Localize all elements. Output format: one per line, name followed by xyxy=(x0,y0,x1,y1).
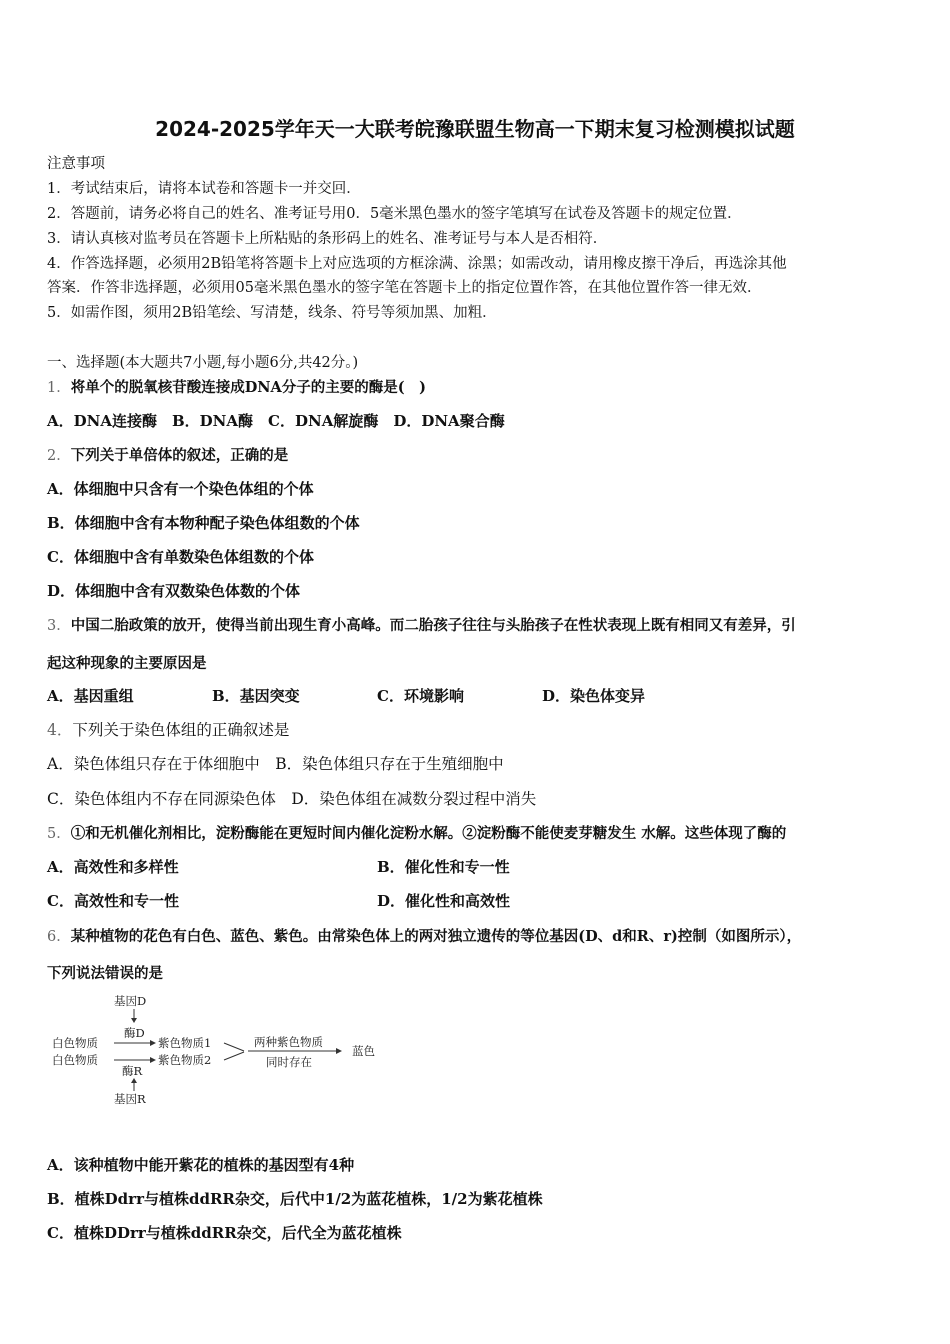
q3-option-c: C．环境影响 xyxy=(377,687,464,705)
blue-label: 蓝色 xyxy=(352,1044,375,1058)
notice-item: 1．考试结束后，请将本试卷和答题卡一并交回． xyxy=(47,181,361,197)
q5-option-b: B．催化性和专一性 xyxy=(377,858,510,876)
question-text: 某种植物的花色有白色、蓝色、紫色。由常染色体上的两对独立遗传的等位基因(D、d和R、r)控制（如图所示）， xyxy=(70,928,802,945)
question-5 xyxy=(47,822,786,843)
q6-option-b: B．植株Ddrr与植株ddRR杂交，后代中1/2为蓝花植株，1/2为紫花植株 xyxy=(47,1190,543,1208)
q1-options: A．DNA连接酶 B．DNA酶 C．DNA解旋酶 D．DNA聚合酶 xyxy=(47,412,505,430)
q6-option-c: C．植株DDrr与植株ddRR杂交，后代全为蓝花植株 xyxy=(47,1224,402,1242)
gene-r-label: 基因R xyxy=(114,1092,146,1106)
enzyme-r-label: 酶R xyxy=(122,1064,143,1078)
gene-d-label: 基因D xyxy=(114,994,147,1008)
question-6-cont: 下列说法错误的是 xyxy=(47,965,163,982)
q2-option-b: B．体细胞中含有本物种配子染色体组数的个体 xyxy=(47,514,360,532)
q2-option-c: C．体细胞中含有单数染色体组数的个体 xyxy=(47,548,314,566)
q5-option-d: D．催化性和高效性 xyxy=(377,892,511,910)
section-heading: 一、选择题(本大题共7小题,每小题6分,共42分。) xyxy=(47,355,359,371)
both-purple-label: 两种紫色物质 xyxy=(254,1035,323,1049)
question-number: 5． xyxy=(47,826,71,842)
notice-item: 5．如需作图，须用2B铅笔绘、写清楚，线条、符号等须加黑、加粗． xyxy=(47,305,497,321)
purple-substance-1: 紫色物质1 xyxy=(158,1036,212,1050)
question-text: ①和无机催化剂相比，淀粉酶能在更短时间内催化淀粉水解。②淀粉酶不能使麦芽糖发生 水解。这些体现了酶的 xyxy=(70,825,787,842)
notice-item: 答案．作答非选择题，必须用05毫米黑色墨水的签字笔在答题卡上的指定位置作答，在其他位置作答一律无效． xyxy=(47,280,762,296)
white-substance-2: 白色物质 xyxy=(52,1053,98,1067)
question-number: 6． xyxy=(47,929,71,945)
arrow-head xyxy=(150,1057,156,1063)
white-substance-1: 白色物质 xyxy=(52,1036,98,1050)
notice-heading: 注意事项 xyxy=(47,156,105,172)
q3-option-b: B．基因突变 xyxy=(212,687,300,705)
arrow-head xyxy=(150,1040,156,1046)
question-text: 中国二胎政策的放开，使得当前出现生育小高峰。而二胎孩子往往与头胎孩子在性状表现上既有相同又有差异，引 xyxy=(70,617,796,634)
purple-substance-2: 紫色物质2 xyxy=(158,1053,212,1067)
brace-line xyxy=(224,1043,244,1051)
notice-item: 2．答题前，请务必将自己的姓名、准考证号用0．5毫米黑色墨水的签字笔填写在试卷及答题卡的规定位置． xyxy=(47,206,742,222)
arrow-head xyxy=(131,1078,137,1083)
pathway-diagram xyxy=(48,992,388,1108)
notice-item: 4．作答选择题，必须用2B铅笔将答题卡上对应选项的方框涂满、涂黑；如需改动，请用橡皮擦干净后，再选涂其他 xyxy=(47,256,787,272)
q2-option-a: A．体细胞中只含有一个染色体组的个体 xyxy=(47,480,314,498)
brace-line xyxy=(224,1052,244,1060)
question-2 xyxy=(47,444,288,465)
q5-option-c: C．高效性和专一性 xyxy=(47,892,179,910)
question-text: 下列关于单倍体的叙述，正确的是 xyxy=(70,447,289,464)
question-number: 3． xyxy=(47,618,71,634)
q6-option-a: A．该种植物中能开紫花的植株的基因型有4种 xyxy=(47,1156,355,1174)
question-text: 将单个的脱氧核苷酸连接成DNA分子的主要的酶是( ) xyxy=(70,379,427,396)
question-number: 2． xyxy=(47,448,71,464)
question-4 xyxy=(47,718,289,740)
page-title: 2024-2025学年天一大联考皖豫联盟生物高一下期末复习检测模拟试题 xyxy=(155,117,795,141)
enzyme-d-label: 酶D xyxy=(124,1026,145,1040)
q3-option-a: A．基因重组 xyxy=(47,687,134,705)
q2-option-d: D．体细胞中含有双数染色体数的个体 xyxy=(47,582,301,600)
arrow-head xyxy=(336,1048,342,1054)
coexist-label: 同时存在 xyxy=(266,1055,312,1069)
q4-options-cd: C．染色体组内不存在同源染色体 D．染色体组在减数分裂过程中消失 xyxy=(47,790,537,808)
question-number: 4． xyxy=(47,721,73,739)
q5-option-a: A．高效性和多样性 xyxy=(47,858,179,876)
question-text: 下列关于染色体组的正确叙述是 xyxy=(72,721,290,739)
notice-item: 3．请认真核对监考员在答题卡上所粘贴的条形码上的姓名、准考证号与本人是否相符． xyxy=(47,231,608,247)
question-3-cont: 起这种现象的主要原因是 xyxy=(47,655,207,672)
question-6 xyxy=(47,925,801,946)
question-1 xyxy=(47,376,426,397)
arrow-head xyxy=(131,1018,137,1023)
question-3 xyxy=(47,614,796,635)
q4-options-ab: A．染色体组只存在于体细胞中 B．染色体组只存在于生殖细胞中 xyxy=(47,755,504,773)
question-number: 1． xyxy=(47,380,71,396)
q3-option-d: D．染色体变异 xyxy=(542,687,646,705)
